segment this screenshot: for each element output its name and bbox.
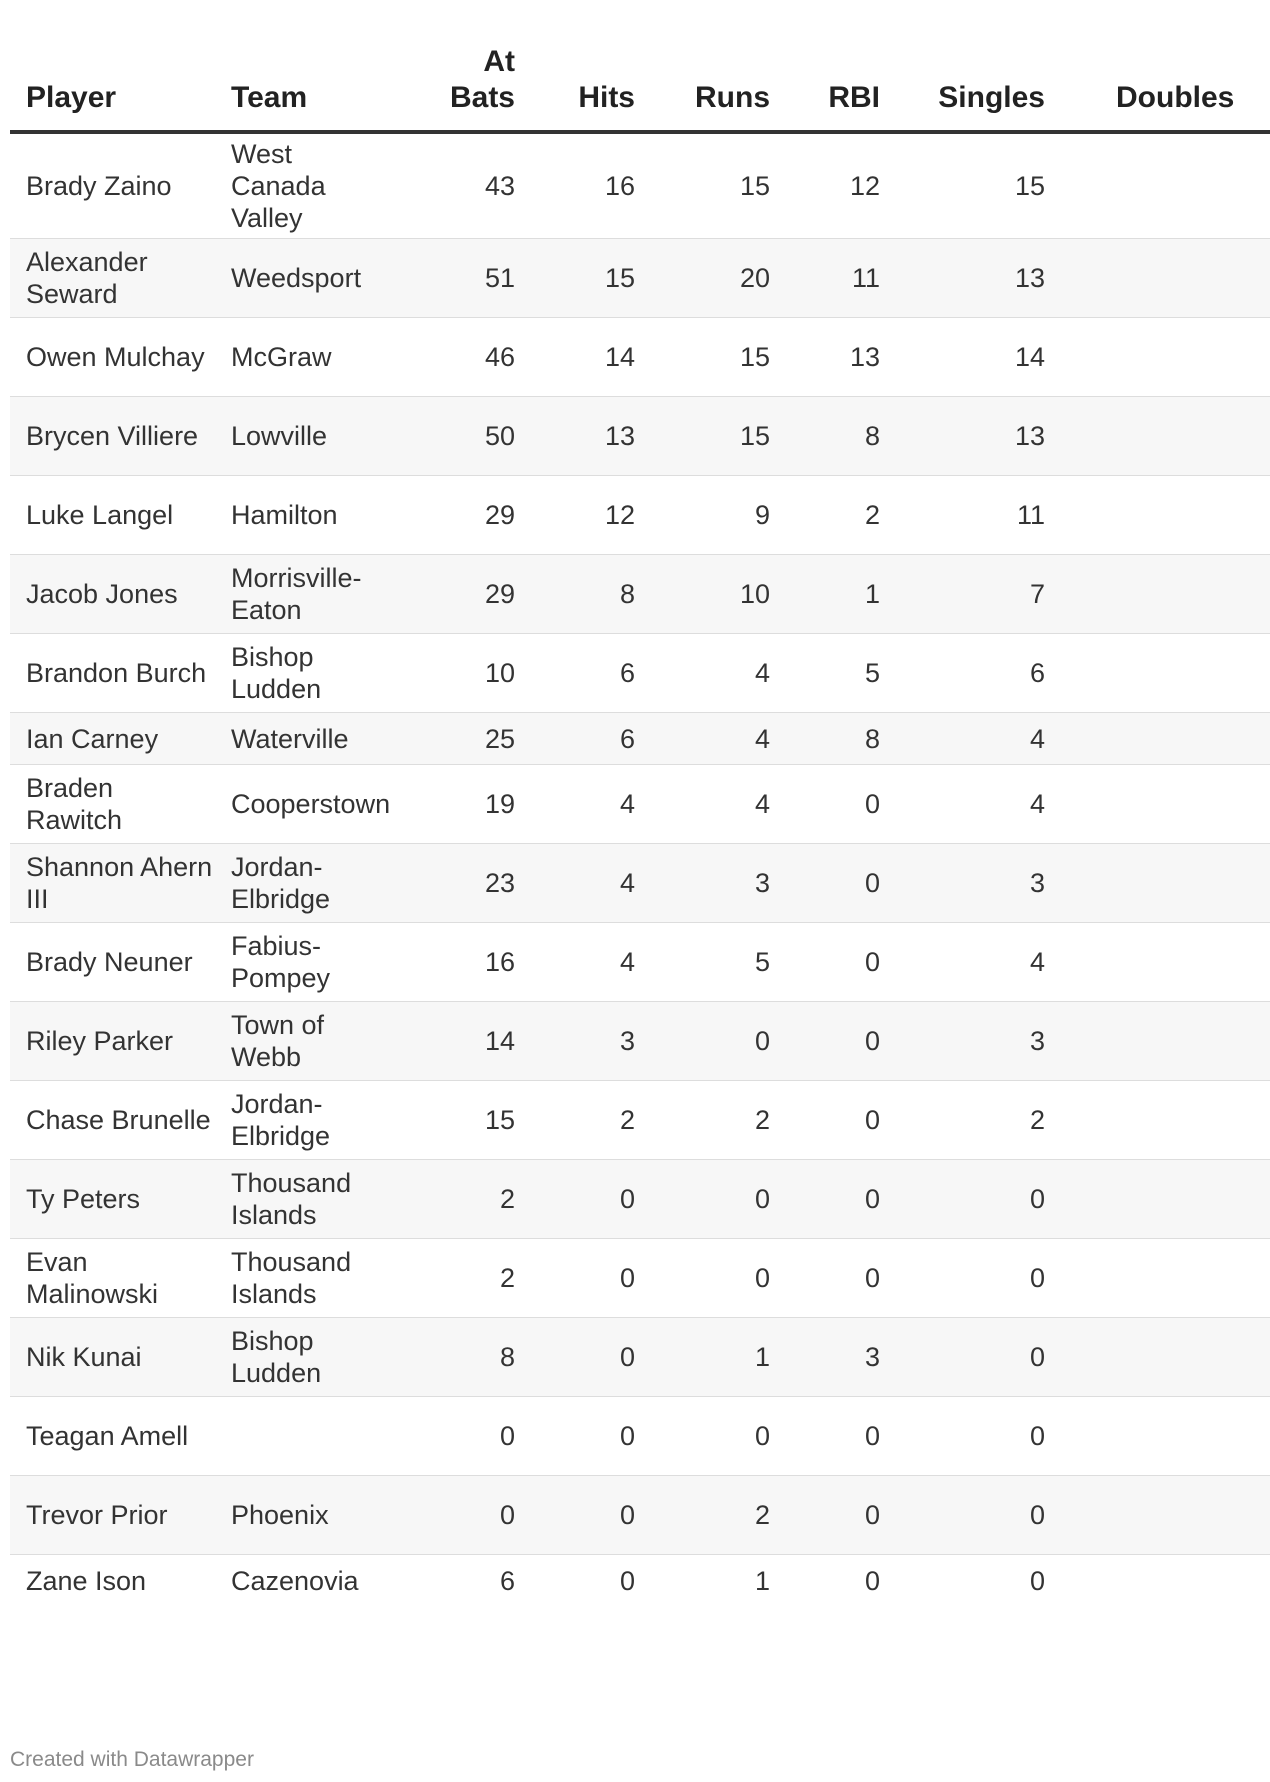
cell-at-bats: 29: [395, 476, 530, 555]
cell-singles: 7: [895, 555, 1060, 634]
cell-singles: 13: [895, 397, 1060, 476]
cell-at-bats: 29: [395, 555, 530, 634]
header-singles[interactable]: Singles: [895, 38, 1060, 132]
table-row: [10, 1239, 1270, 1318]
table-row: [10, 1555, 1270, 1607]
cell-hits: 2: [530, 1081, 650, 1160]
cell-doubles: [1060, 555, 1270, 634]
cell-at-bats: 14: [395, 1002, 530, 1081]
cell-singles: 6: [895, 634, 1060, 713]
cell-at-bats: 50: [395, 397, 530, 476]
cell-rbi: 11: [785, 239, 895, 318]
cell-singles: 0: [895, 1397, 1060, 1476]
cell-team: Jordan-Elbridge: [215, 844, 395, 923]
cell-hits: 15: [530, 239, 650, 318]
cell-singles: 14: [895, 318, 1060, 397]
cell-rbi: 2: [785, 476, 895, 555]
cell-doubles: [1060, 634, 1270, 713]
table-row: [10, 765, 1270, 844]
header-row: [10, 38, 1270, 132]
cell-doubles: [1060, 397, 1270, 476]
cell-player: Luke Langel: [10, 476, 215, 555]
cell-hits: 13: [530, 397, 650, 476]
cell-team: [215, 1397, 395, 1476]
cell-runs: 0: [650, 1002, 785, 1081]
cell-hits: 16: [530, 132, 650, 239]
cell-runs: 4: [650, 634, 785, 713]
cell-at-bats: 16: [395, 923, 530, 1002]
cell-player: Brady Neuner: [10, 923, 215, 1002]
cell-rbi: 1: [785, 555, 895, 634]
cell-rbi: 0: [864, 1565, 880, 1596]
header-hits[interactable]: Hits: [530, 38, 650, 132]
cell-singles: 0: [895, 1476, 1060, 1555]
cell-doubles: [1060, 923, 1270, 1002]
cell-runs: 4: [650, 765, 785, 844]
cell-hits: 0: [530, 1397, 650, 1476]
cell-doubles: [1060, 239, 1270, 318]
cell-player: Alexander Seward: [10, 239, 215, 318]
cell-team: Morrisville-Eaton: [215, 555, 395, 634]
cell-hits: 0: [619, 1565, 635, 1596]
cell-singles: 0: [1029, 1565, 1045, 1596]
cell-team: Bishop Ludden: [215, 1318, 395, 1397]
cell-team: Hamilton: [215, 476, 395, 555]
cell-at-bats: 2: [395, 1160, 530, 1239]
cell-singles: 15: [895, 132, 1060, 239]
cell-doubles: [1060, 1002, 1270, 1081]
cell-hits: 0: [530, 1318, 650, 1397]
cell-doubles: [1060, 318, 1270, 397]
cell-runs: 2: [650, 1476, 785, 1555]
cell-doubles: [1060, 132, 1270, 239]
cell-team: Lowville: [215, 397, 395, 476]
cell-rbi: 13: [785, 318, 895, 397]
cell-rbi: 0: [785, 765, 895, 844]
cell-doubles: [1060, 1160, 1270, 1239]
table-header: [10, 38, 1270, 132]
table-row: [10, 476, 1270, 555]
cell-player: Nik Kunai: [10, 1318, 215, 1397]
cell-hits: 0: [530, 1476, 650, 1555]
header-doubles[interactable]: Doubles: [1060, 38, 1270, 132]
table-row: [10, 923, 1270, 1002]
cell-player: Evan Malinowski: [10, 1239, 215, 1318]
table-row: [10, 239, 1270, 318]
cell-hits: 3: [530, 1002, 650, 1081]
table-row: [10, 713, 1270, 765]
cell-team: West Canada Valley: [215, 132, 395, 239]
cell-rbi: 0: [785, 1397, 895, 1476]
cell-at-bats: 6: [499, 1565, 515, 1596]
cell-hits: 4: [530, 765, 650, 844]
cell-hits: 14: [530, 318, 650, 397]
table-row: [10, 1397, 1270, 1476]
table-row: [10, 844, 1270, 923]
table-row: [10, 1081, 1270, 1160]
cell-runs: 10: [650, 555, 785, 634]
cell-hits: 12: [530, 476, 650, 555]
cell-runs: 0: [650, 1160, 785, 1239]
cell-at-bats: 8: [395, 1318, 530, 1397]
cell-runs: 4: [650, 713, 785, 765]
cell-singles: 2: [895, 1081, 1060, 1160]
cell-team: Cooperstown: [215, 765, 395, 844]
cell-team: Phoenix: [215, 1476, 395, 1555]
cell-singles: 13: [895, 239, 1060, 318]
cell-rbi: 0: [785, 1160, 895, 1239]
cell-hits: 0: [530, 1239, 650, 1318]
cell-player: Ty Peters: [10, 1160, 215, 1239]
cell-doubles: [1060, 1397, 1270, 1476]
cell-hits: 4: [530, 844, 650, 923]
cell-player: Ian Carney: [10, 713, 215, 765]
cell-player: Brycen Villiere: [10, 397, 215, 476]
header-player[interactable]: Player: [10, 38, 215, 132]
table-row: [10, 555, 1270, 634]
cell-singles: 4: [895, 765, 1060, 844]
cell-player: Teagan Amell: [10, 1397, 215, 1476]
cell-singles: 0: [895, 1318, 1060, 1397]
cell-at-bats: 19: [395, 765, 530, 844]
cell-singles: 3: [895, 1002, 1060, 1081]
cell-runs: 15: [650, 397, 785, 476]
cell-team: Town of Webb: [215, 1002, 395, 1081]
cell-hits: 6: [530, 634, 650, 713]
cell-at-bats: 46: [395, 318, 530, 397]
cell-hits: 8: [530, 555, 650, 634]
cell-doubles: [1060, 1081, 1270, 1160]
cell-rbi: 12: [785, 132, 895, 239]
cell-at-bats: 0: [395, 1476, 530, 1555]
cell-player: Brandon Burch: [10, 634, 215, 713]
cell-team: Jordan-Elbridge: [215, 1081, 395, 1160]
cell-rbi: 5: [785, 634, 895, 713]
table-body: [10, 132, 1270, 1606]
cell-player: Jacob Jones: [10, 555, 215, 634]
header-at-bats-label: At Bats: [449, 45, 515, 114]
cell-singles: 4: [895, 923, 1060, 1002]
cell-player: Owen Mulchay: [10, 318, 215, 397]
table-row: [10, 634, 1270, 713]
cell-team: Thousand Islands: [215, 1239, 395, 1318]
cell-at-bats: 51: [395, 239, 530, 318]
cell-doubles: [1060, 1476, 1270, 1555]
cell-runs: 20: [650, 239, 785, 318]
cell-hits: 0: [530, 1160, 650, 1239]
table-row: [10, 397, 1270, 476]
table-row: [10, 1002, 1270, 1081]
cell-doubles: [1060, 844, 1270, 923]
header-rbi[interactable]: RBI: [785, 38, 895, 132]
stats-table-container: [10, 38, 1235, 1606]
cell-at-bats: 15: [395, 1081, 530, 1160]
cell-runs: 3: [650, 844, 785, 923]
cell-rbi: 0: [785, 1476, 895, 1555]
cell-team: Waterville: [215, 713, 395, 765]
cell-singles: 0: [895, 1239, 1060, 1318]
table-row: [10, 1476, 1270, 1555]
cell-team: Bishop Ludden: [215, 634, 395, 713]
cell-runs: 2: [650, 1081, 785, 1160]
cell-doubles: [1060, 765, 1270, 844]
cell-player: Braden Rawitch: [10, 765, 215, 844]
cell-doubles: [1060, 476, 1270, 555]
cell-doubles: [1060, 1239, 1270, 1318]
cell-hits: 4: [530, 923, 650, 1002]
cell-at-bats: 23: [395, 844, 530, 923]
cell-runs: 15: [650, 318, 785, 397]
cell-team: Weedsport: [215, 239, 395, 318]
cell-team: McGraw: [215, 318, 395, 397]
cell-at-bats: 0: [395, 1397, 530, 1476]
cell-runs: 0: [650, 1397, 785, 1476]
cell-runs: 1: [650, 1318, 785, 1397]
cell-rbi: 0: [785, 923, 895, 1002]
cell-doubles: [1060, 1555, 1270, 1607]
header-runs[interactable]: Runs: [650, 38, 785, 132]
cell-rbi: 0: [785, 844, 895, 923]
cell-team: Fabius-Pompey: [215, 923, 395, 1002]
cell-player: Riley Parker: [10, 1002, 215, 1081]
batting-stats-table: [10, 38, 1270, 1606]
cell-rbi: 3: [785, 1318, 895, 1397]
cell-rbi: 0: [785, 1002, 895, 1081]
cell-rbi: 0: [785, 1081, 895, 1160]
cell-runs: 9: [650, 476, 785, 555]
table-row: [10, 132, 1270, 239]
cell-player: Shannon Ahern III: [10, 844, 215, 923]
cell-at-bats: 2: [395, 1239, 530, 1318]
cell-runs: 5: [650, 923, 785, 1002]
table-row: [10, 1160, 1270, 1239]
cell-runs: 1: [754, 1565, 770, 1596]
cell-rbi: 0: [785, 1239, 895, 1318]
cell-singles: 4: [895, 713, 1060, 765]
header-team[interactable]: Team: [215, 38, 395, 132]
cell-at-bats: 10: [395, 634, 530, 713]
cell-player: Chase Brunelle: [10, 1081, 215, 1160]
cell-rbi: 8: [785, 713, 895, 765]
header-at-bats[interactable]: [395, 38, 530, 132]
cell-doubles: [1060, 1318, 1270, 1397]
cell-doubles: [1060, 713, 1270, 765]
cell-player: Brady Zaino: [10, 132, 215, 239]
cell-singles: 11: [895, 476, 1060, 555]
cell-runs: 0: [650, 1239, 785, 1318]
table-row: [10, 1318, 1270, 1397]
datawrapper-credit[interactable]: Created with Datawrapper: [10, 1748, 254, 1771]
cell-player: Trevor Prior: [10, 1476, 215, 1555]
cell-hits: 6: [530, 713, 650, 765]
cell-rbi: 8: [785, 397, 895, 476]
cell-singles: 0: [895, 1160, 1060, 1239]
cell-player: Zane Ison: [26, 1565, 147, 1596]
cell-singles: 3: [895, 844, 1060, 923]
cell-team: Cazenovia: [231, 1565, 359, 1596]
cell-at-bats: 25: [395, 713, 530, 765]
table-row: [10, 318, 1270, 397]
cell-team: Thousand Islands: [215, 1160, 395, 1239]
cell-runs: 15: [650, 132, 785, 239]
cell-at-bats: 43: [395, 132, 530, 239]
